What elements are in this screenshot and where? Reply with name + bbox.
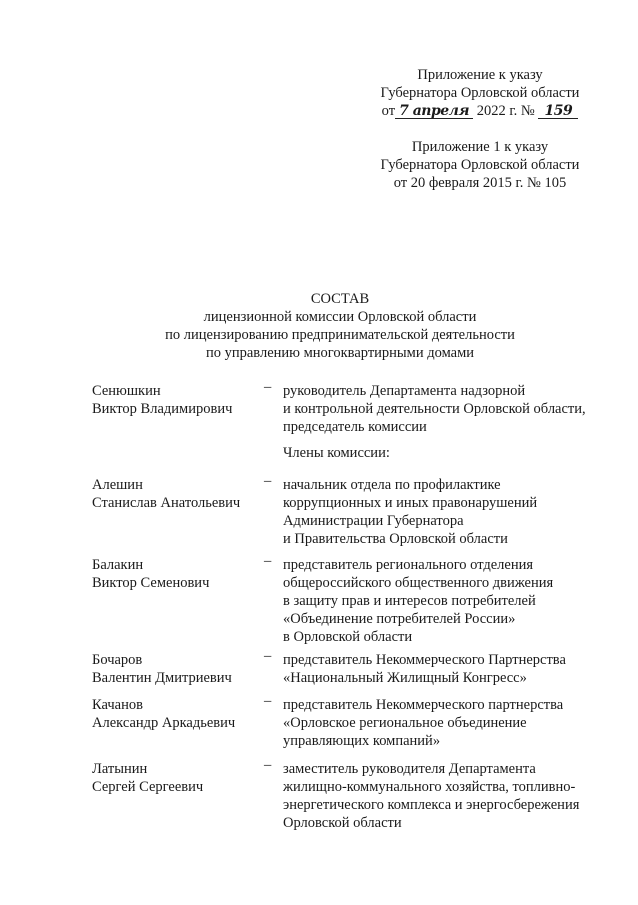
appendix-prev-line-3: от 20 февраля 2015 г. № 105	[393, 175, 567, 191]
member-surname: Качанов	[92, 697, 143, 713]
position-line: «Объединение потребителей России»	[283, 611, 516, 627]
date-prefix: от	[381, 103, 396, 119]
member-given-names: Виктор Семенович	[92, 575, 210, 591]
position-line: «Орловское региональное объединение	[283, 715, 527, 731]
appendix-prev-line-2: Губернатора Орловской области	[380, 157, 580, 173]
member-name	[92, 651, 262, 687]
member-surname: Латынин	[92, 761, 148, 777]
position-line: в Орловской области	[283, 629, 413, 645]
position-line: начальник отдела по профилактике	[283, 477, 501, 493]
member-position	[283, 696, 613, 750]
position-line: заместитель руководителя Департамента	[283, 761, 536, 777]
member-surname: Бочаров	[92, 652, 143, 668]
member-name	[92, 696, 262, 732]
member-surname: Алешин	[92, 477, 143, 493]
member-name	[92, 476, 262, 512]
member-surname: Балакин	[92, 557, 144, 573]
member-given-names: Александр Аркадьевич	[92, 715, 236, 731]
appendix-date-line	[360, 102, 600, 120]
position-line: «Национальный Жилищный Конгресс»	[283, 670, 527, 686]
appendix-previous-header	[360, 138, 600, 192]
member-given-names: Виктор Владимирович	[92, 401, 233, 417]
year-text: 2022 г. №	[476, 103, 535, 119]
position-line: руководитель Департамента надзорной	[283, 383, 526, 399]
position-line: представитель регионального отделения	[283, 557, 534, 573]
dash-separator: –	[264, 648, 272, 664]
dash-separator: –	[264, 553, 272, 569]
member-position	[283, 476, 613, 548]
dash-separator: –	[264, 379, 272, 395]
title-line-2: по лицензированию предпринимательской деятельности	[165, 327, 515, 343]
member-name	[92, 760, 262, 796]
appendix-prev-line-1: Приложение 1 к указу	[411, 139, 549, 155]
position-line: в защиту прав и интересов потребителей	[283, 593, 536, 609]
position-line: Администрации Губернатора	[283, 513, 464, 529]
dash-separator: –	[264, 473, 272, 489]
member-position	[283, 651, 613, 687]
position-line: управляющих компаний»	[283, 733, 441, 749]
position-line: представитель Некоммерческого Партнерства	[283, 652, 566, 668]
title-line-1: лицензионной комиссии Орловской области	[203, 309, 477, 325]
appendix-line-1: Приложение к указу	[417, 67, 543, 83]
member-name	[92, 382, 262, 418]
member-given-names: Станислав Анатольевич	[92, 495, 241, 511]
appendix-current-header	[360, 66, 600, 120]
handwritten-number: 159	[538, 104, 578, 119]
title-line-3: по управлению многоквартирными домами	[205, 345, 475, 361]
document-title	[80, 290, 600, 362]
member-position	[283, 760, 613, 832]
position-line: председатель комиссии	[283, 419, 427, 435]
member-position	[283, 382, 613, 436]
position-line: и контрольной деятельности Орловской области,	[283, 401, 586, 417]
position-line: представитель Некоммерческого партнерства	[283, 697, 564, 713]
members-heading: Члены комиссии:	[283, 445, 390, 461]
member-surname: Сенюшкин	[92, 383, 161, 399]
position-line: коррупционных и иных правонарушений	[283, 495, 538, 511]
member-position	[283, 556, 613, 646]
position-line: и Правительства Орловской области	[283, 531, 508, 547]
dash-separator: –	[264, 693, 272, 709]
position-line: энергетического комплекса и энергосбережения	[283, 797, 580, 813]
member-given-names: Валентин Дмитриевич	[92, 670, 232, 686]
appendix-line-2: Губернатора Орловской области	[380, 85, 580, 101]
handwritten-date: 7 апреля	[395, 104, 473, 119]
position-line: Орловской области	[283, 815, 402, 831]
title-heading: СОСТАВ	[310, 291, 370, 307]
member-name	[92, 556, 262, 592]
member-given-names: Сергей Сергеевич	[92, 779, 204, 795]
position-line: жилищно-коммунального хозяйства, топливно-	[283, 779, 576, 795]
position-line: общероссийского общественного движения	[283, 575, 554, 591]
dash-separator: –	[264, 757, 272, 773]
